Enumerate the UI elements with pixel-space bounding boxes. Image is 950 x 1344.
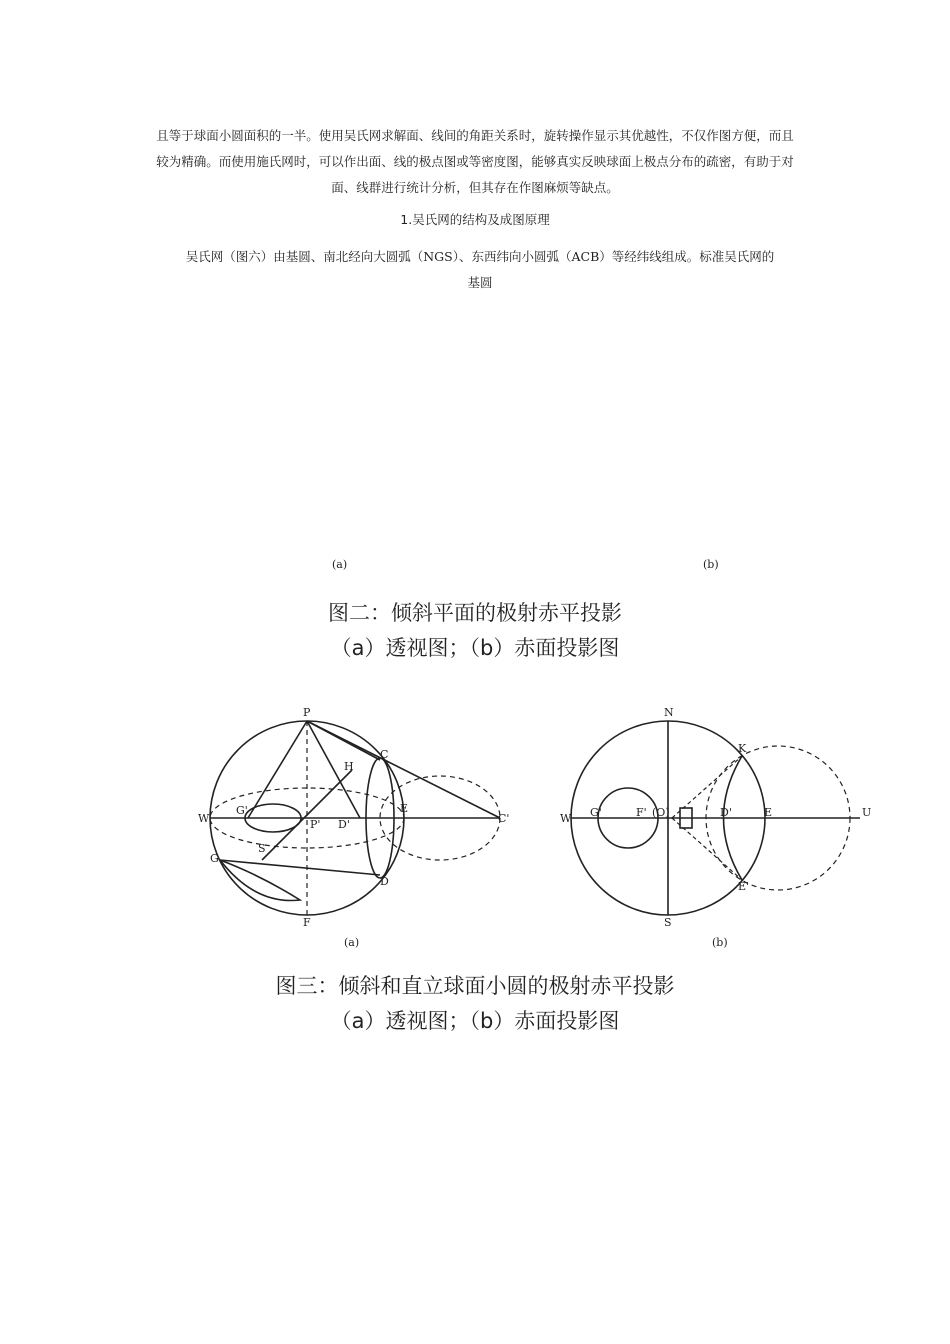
paragraph-2-line-1: 吴氏网（图六）由基圆、南北经向大圆弧（NGS）、东西纬向小圆弧（ACB）等经纬线组成。标准吴氏网的: [185, 249, 775, 264]
paragraph-1: [140, 123, 810, 201]
fig3b-label-e-prime: E': [738, 880, 750, 893]
figure-2-diagrams: [0, 300, 950, 580]
fig3b-sublabel: (b): [712, 936, 728, 949]
fig3b-label-g-prime: G': [590, 806, 602, 819]
fig3a-label-d: D: [380, 875, 389, 888]
section-heading: 1.吴氏网的结构及成图原理: [400, 212, 550, 227]
fig3b-label-d-prime: D': [720, 806, 732, 819]
fig3b-label-o: (O): [652, 806, 670, 819]
fig2a-sublabel: (a): [332, 558, 348, 571]
fig3a-label-f: F: [303, 916, 311, 929]
fig3a-label-w: W: [198, 812, 210, 825]
fig3a-label-d-prime: D': [338, 818, 350, 831]
fig3a-sublabel: (a): [344, 936, 360, 949]
figure-3-caption-line-2: （a）透视图；（b）赤面投影图: [330, 1009, 620, 1033]
fig3b-label-f-prime: F': [636, 806, 647, 819]
paragraph-1-line-3: 面、线群进行统计分析，但其存在作图麻烦等缺点。: [331, 180, 619, 195]
fig3a-label-c-prime: C': [498, 812, 510, 825]
fig3b-label-s: S: [664, 916, 672, 929]
fig3a-label-c: C: [380, 748, 389, 761]
paragraph-1-line-1: 且等于球面小圆面积的一半。使用吴氏网求解面、线间的角距关系时，旋转操作显示其优越性，不仅作图方便，而且: [156, 128, 794, 143]
fig3b-label-n: N: [664, 706, 674, 719]
figure-3-caption-line-1: 图三：倾斜和直立球面小圆的极射赤平投影: [275, 974, 675, 998]
fig3a-label-h: H: [344, 760, 354, 773]
figure-2-caption-line-2: （a）透视图；（b）赤面投影图: [330, 636, 620, 660]
fig3a-label-s: S: [258, 842, 266, 855]
fig3a-label-p-prime: P': [310, 818, 321, 831]
fig3a-line-g-d: [220, 860, 380, 875]
paragraph-1-line-2: 较为精确。而使用施氏网时，可以作出面、线的极点图或等密度图，能够真实反映球面上极点分布的疏密，有助于对: [156, 154, 794, 169]
fig3b-label-e: E: [764, 806, 773, 819]
figure-2-caption-line-1: 图二：倾斜平面的极射赤平投影: [328, 601, 622, 625]
fig2b-sublabel: (b): [703, 558, 719, 571]
fig3b-label-k: K: [738, 742, 747, 755]
fig3a-label-p: P: [303, 706, 311, 719]
fig3a-label-g: G: [210, 852, 219, 865]
paragraph-2: [150, 244, 810, 296]
figure-3-diagrams: [0, 700, 950, 960]
paragraph-2-line-2: 基圆: [467, 275, 493, 290]
fig3a-label-g-prime: G': [236, 804, 248, 817]
fig3b-label-u: U: [862, 806, 872, 819]
fig3a-label-e: E: [400, 802, 409, 815]
fig3b-label-w: W: [560, 812, 572, 825]
